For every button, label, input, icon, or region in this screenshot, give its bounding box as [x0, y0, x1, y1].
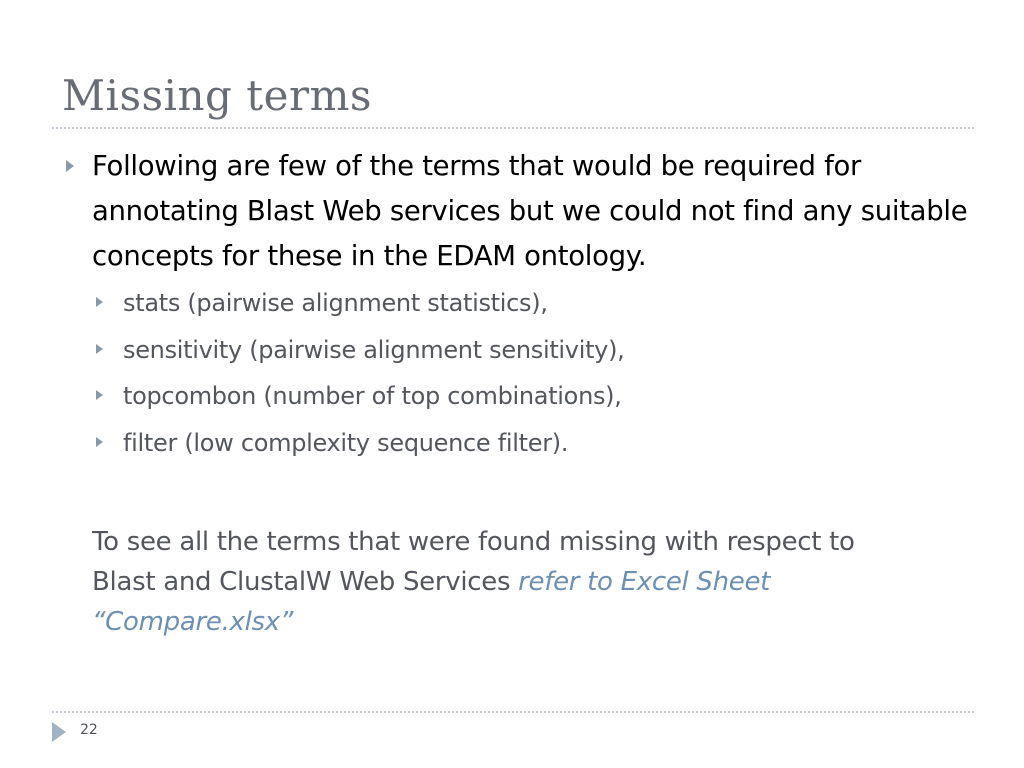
page-number: 22 [80, 722, 98, 738]
sub-bullet-arrow-icon [96, 390, 103, 400]
main-bullet-text: Following are few of the terms that would be required for annotating Blast Web services but we could not find any suitable concepts for these in the EDAM ontology. [92, 150, 968, 272]
title-divider [52, 127, 974, 129]
sub-bullet-text: filter (low complexity sequence filter). [123, 428, 569, 457]
reference-note-text: To see all the terms that were found missing with respect to Blast and ClustalW Web Services [92, 527, 855, 597]
list-item [96, 424, 976, 471]
sub-bullet-arrow-icon [96, 344, 103, 354]
sub-bullet-text: stats (pairwise alignment statistics), [123, 289, 548, 317]
slide-title: Missing terms [62, 71, 372, 120]
sub-bullet-text: topcombon (number of top combinations), [123, 382, 622, 410]
reference-note [92, 522, 912, 642]
list-item [96, 377, 976, 424]
footer-arrow-icon [52, 722, 66, 742]
excel-sheet-reference-link[interactable]: refer to Excel Sheet “Compare.xlsx” [92, 567, 771, 637]
sub-bullet-arrow-icon [96, 297, 103, 307]
list-item [96, 284, 976, 331]
sub-bullet-text: sensitivity (pairwise alignment sensitivity), [123, 335, 625, 364]
sub-bullet-arrow-icon [96, 437, 103, 447]
footer-divider [52, 711, 974, 713]
list-item [96, 331, 976, 378]
bullet-arrow-icon [66, 160, 74, 172]
sub-bullet-list [96, 284, 976, 470]
